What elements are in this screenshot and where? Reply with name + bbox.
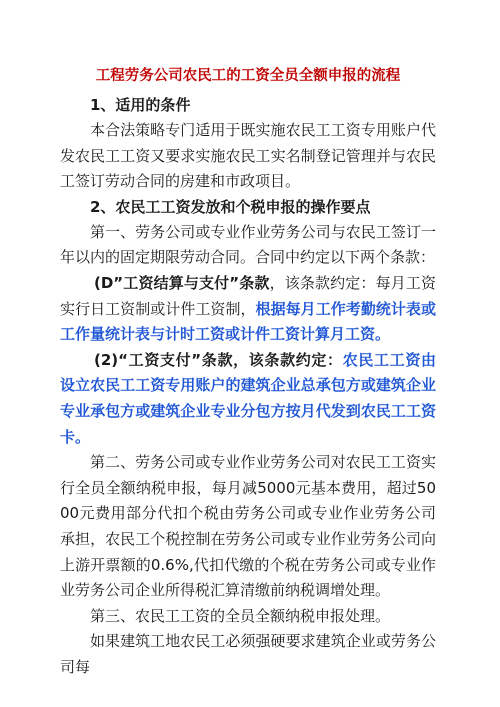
second-point-paragraph: 第二、劳务公司或专业作业劳务公司对农民工工资实行全员全额纳税申报，每月减5000元基本费用，超过5000元费用部分代扣个税由劳务公司或专业作业劳务公司承担，农民工个税控制在劳务公司或专业作业劳务公司向上游开票额的0.6%,代扣代缴的个税在劳务公司或专业作业劳务公司企业所得税汇算清缴前纳税调增处理。 bbox=[60, 453, 436, 600]
clause-2-highlight: 农民工工资由设立农民工工资专用账户的建筑企业总承包方或建筑企业专业承包方或建筑企业专业分包方按月代发到农民工工资卡。 bbox=[60, 350, 436, 446]
section-2-intro: 第一、劳务公司或专业作业劳务公司与农民工签订一年以内的固定期限劳动合同。合同中约定以下两个条款： bbox=[60, 222, 436, 267]
clause-2-paragraph bbox=[60, 348, 436, 450]
clause-1-highlight: 根据每月工作考勤统计表或工作量统计表与计时工资或计件工资计算月工资。 bbox=[60, 299, 436, 344]
section-2-heading: 2、农民工工资发放和个税申报的操作要点 bbox=[90, 197, 371, 216]
third-point-paragraph: 第三、农民工工资的全员全额纳税申报处理。 bbox=[90, 606, 391, 625]
section-1-body: 本合法策略专门适用于既实施农民工工资专用账户代发农民工工资又要求实施农民工实名制登记管理并与农民工签订劳动合同的房建和市政项目。 bbox=[60, 121, 436, 191]
clause-2-label: (2)“工资支付”条款，该条款约定： bbox=[94, 350, 343, 369]
document-title: 工程劳务公司农民工的工资全员全额申报的流程 bbox=[95, 68, 401, 84]
clause-1-text: ，该条款约定：每月工资实行日工资制或计件工资制， bbox=[60, 273, 436, 318]
section-1-heading: 1、适用的条件 bbox=[90, 96, 191, 114]
clause-1-label: (D”工资结算与支付”条款 bbox=[94, 273, 270, 292]
fourth-point-paragraph: 如果建筑工地农民工必须强硬要求建筑企业或劳务公司每 bbox=[60, 632, 436, 676]
clause-1-paragraph bbox=[60, 271, 436, 348]
